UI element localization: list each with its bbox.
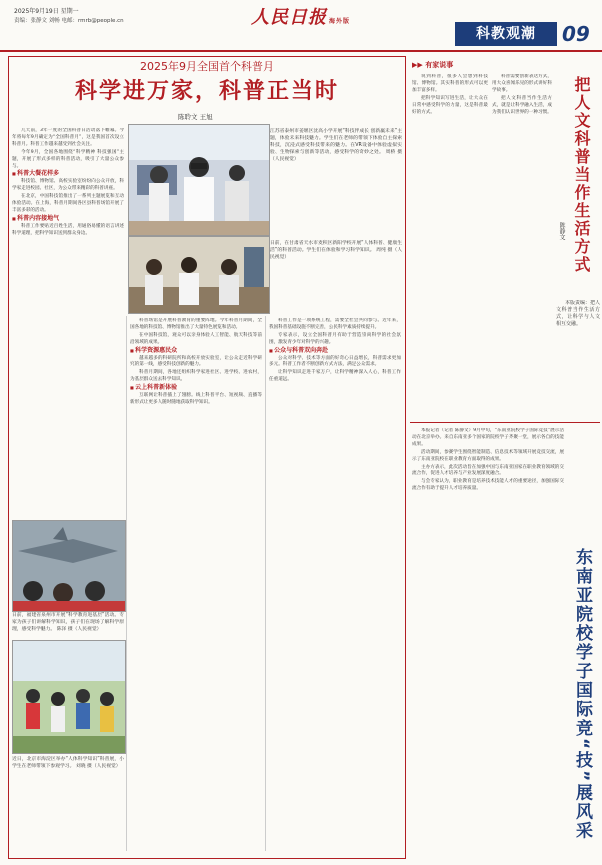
photo4-credit: 刘晓 摄（人民视觉） — [75, 764, 121, 769]
photo-vr-image — [129, 125, 269, 235]
col2-paragraph: 越来越多的科研院所和高校开放实验室，让公众走近科学研究的第一线，感受科技创新的魅力。 — [130, 355, 262, 368]
commentary-note-text: 本版责编：把人文科普当作生活方式，让科学与人文相互交融。 — [556, 300, 600, 327]
commentary-author: 陈静文 — [558, 222, 565, 240]
photo-shark-exhibit — [12, 520, 126, 612]
logo-subtitle: 海外版 — [329, 18, 351, 25]
lower-article-paragraph: 主办方表示，此次活动旨在加强中国与东南亚国家在职业教育领域的交流合作，促进人才培养与产业发展深度融合。 — [412, 464, 564, 477]
article-column-1 — [12, 128, 124, 518]
commentary-column-a — [412, 74, 488, 419]
column-divider — [265, 316, 266, 851]
commentary-paragraph: 科普需要创新表达方式，用大众喜闻乐见的形式讲好科学故事。 — [492, 74, 552, 93]
commentary-title: 把人文科普当作生活方式 — [572, 76, 591, 274]
commentary-paragraph: 说到科普，很多人会想到科技馆、博物馆。其实科普的形式可以更加丰富多样。 — [412, 74, 488, 93]
lower-article-title: 东南亚院校学子国际竞“技”展风采 — [572, 548, 592, 841]
commentary-section-label: ▶▶ 有家说事 — [412, 61, 454, 69]
col1-paragraph: 今年9月，全国各地围绕“科学精神 科技强国”主题，开展了形式多样的科普活动，吸引了大量公众参与。 — [12, 149, 124, 169]
col3-paragraph: 科普工作是一项系统工程，需要全社会共同参与。近年来，我国科普基础设施不断完善，公民科学素质持续提升。 — [269, 318, 401, 330]
col3-paragraph: 公众对科学、技术等方面的好奇心日益增长，科普需求更加多元。科普工作者不断创新方式方法，满足公众需求。 — [269, 355, 401, 368]
col1-subheading: ■ 科普大餐花样多 — [12, 171, 124, 178]
section-divider — [410, 422, 600, 423]
photo4-caption — [12, 756, 124, 770]
article-kicker: 2025年9月全国首个科普月 — [140, 60, 274, 73]
lower-article-paragraph: 与会专家认为，职业教育是培养技术技能人才的重要途径，加强国际交流合作有助于提升人才培养质量。 — [412, 479, 564, 492]
col1-subheading: ■ 科普内容接地气 — [12, 216, 124, 223]
photo3-caption-text: 日前，福建省泉州市开展“科学教育进基层”活动。专家为孩子们讲解科学知识，孩子们在现场了解科学原理，感受科学魅力。 — [12, 613, 124, 632]
photo-science-exhibit — [128, 236, 270, 314]
col1-paragraph: 科普工作要贴近百姓生活，用通俗易懂的语言讲述科学道理，把科学知识送到群众身边。 — [12, 223, 124, 236]
photo-exhibit-image — [129, 237, 269, 313]
col2-paragraph: 在中国科技馆，观众可以亲身体验人工智能、航天科技等前沿领域的成果。 — [130, 332, 262, 345]
photo-outdoor-image — [13, 641, 125, 753]
commentary-paragraph: 把科学知识写进生活，让大众在日常中感受科学的力量，这是科普最好的方式。 — [412, 95, 488, 115]
article-column-3 — [269, 318, 401, 848]
article-byline: 陈聆文 王旭 — [178, 113, 213, 121]
col2-paragraph: 科普月期间，各地还组织科学家进社区、进学校、进农村，为基层群众送去科学知识。 — [130, 370, 262, 383]
newspaper-logo — [251, 3, 350, 29]
column-divider — [126, 316, 127, 851]
col1-paragraph: 科技馆、博物馆、高校实验室纷纷向公众开放，科学家走进校园、社区，为公众带来精彩的科普讲座。 — [12, 179, 124, 192]
logo-text: 人民日报 — [251, 7, 327, 28]
lower-article-body — [412, 428, 564, 858]
commentary-column-b — [492, 74, 552, 419]
issue-date: 2025年9月19日 星期一 — [14, 8, 79, 15]
col2-paragraph: 互联网让科普插上了翅膀。线上科普平台、短视频、直播等新形式让更多人随时随地获取科学知识。 — [130, 393, 262, 405]
photo1-caption-text: 江苏省泰州市姜堰区沈高小学开展“科技伴成长 创新赢未来”主题，体验未来科技魅力。学生们在老师的带领下体验自主探索科技，沉浸式感受科技带来的魅力。在VR设备中体验虚拟实验、生物探索与创新等活动，感受科学的奇妙之处。 — [270, 129, 402, 155]
photo-vr-classroom — [128, 124, 270, 236]
col3-subheading: ■ 公众与科普双向奔赴 — [269, 348, 401, 355]
col1-paragraph: 在北京，中国科技馆推出了一系列主题展览和互动体验活动。在上海，科普月期间各区县科普场馆开展了丰富多彩的活动。 — [12, 194, 124, 213]
section-title: 科教观潮 — [455, 22, 557, 46]
photo-shark-image — [13, 521, 125, 611]
photo3-caption — [12, 612, 124, 633]
photo2-credit: 周纯 摄（人民视觉） — [270, 248, 402, 260]
article-headline: 科学进万家，科普正当时 — [74, 79, 339, 104]
col3-paragraph: 让科学知识走进千家万户，让科学精神深入人心，科普工作任重道远。 — [269, 370, 401, 383]
commentary-note — [556, 300, 600, 418]
photo2-caption — [270, 240, 402, 261]
col2-paragraph: 科普场馆是开展科普教育的重要阵地。今年科普月期间，全国各地的科技馆、博物馆推出了大量特色展览和活动。 — [130, 318, 262, 330]
photo4-caption-text: 近日，北京市海淀区举办“人体科学知识”科普展，小学生在老师带领下参观学习。 — [12, 757, 124, 769]
photo3-credit: 陈泽 摄（人民视觉） — [56, 627, 102, 632]
page-number: 09 — [562, 22, 590, 46]
col3-paragraph: 专家表示，设立全国科普月有助于营造崇尚科学的社会氛围，激发青少年对科学的兴趣。 — [269, 332, 401, 345]
editor-line: 责编：张静文 刘畅 电邮：rmrb@people.cn — [14, 18, 124, 24]
col1-paragraph: 几天前，3年一度的全国科普日活动落下帷幕。今年将每年9月确定为“全国科普月”，这是我国首次设立科普月。科普工作越来越受到社会关注。 — [12, 128, 124, 147]
col2-subheading: ■ 云上科普新体验 — [130, 385, 262, 392]
col2-subheading: ■ 科学资源惠民众 — [130, 348, 262, 355]
photo1-caption — [270, 128, 402, 163]
photo2-caption-text: 日前，在甘肃省天水市麦积区新阳学校开展“人体科普、健康生活”的科普活动。学生们在体验和学习科学知识。 — [270, 241, 403, 253]
commentary-label-text: 有家说事 — [425, 61, 454, 69]
lower-article-paragraph: 本报记者（记者 陈静文）9月中旬，“东南亚院校学子国际竞技”展示活动在北京举办。来自东南亚多个国家的院校学子齐聚一堂，展示各自的技能成果。 — [412, 428, 564, 447]
photo-kids-outdoor — [12, 640, 126, 754]
commentary-paragraph: 把人文科普当作生活方式，就是让科学融入生活，成为我们认识世界的一种习惯。 — [492, 95, 552, 115]
lower-article-paragraph: 活动期间，参赛学生围绕智能制造、信息技术等领域开展竞技交流，展示了东南亚院校在职业教育方面取得的成果。 — [412, 449, 564, 462]
photo1-credit: 周桥 摄（人民视觉） — [270, 150, 402, 162]
article-column-2 — [130, 318, 262, 848]
